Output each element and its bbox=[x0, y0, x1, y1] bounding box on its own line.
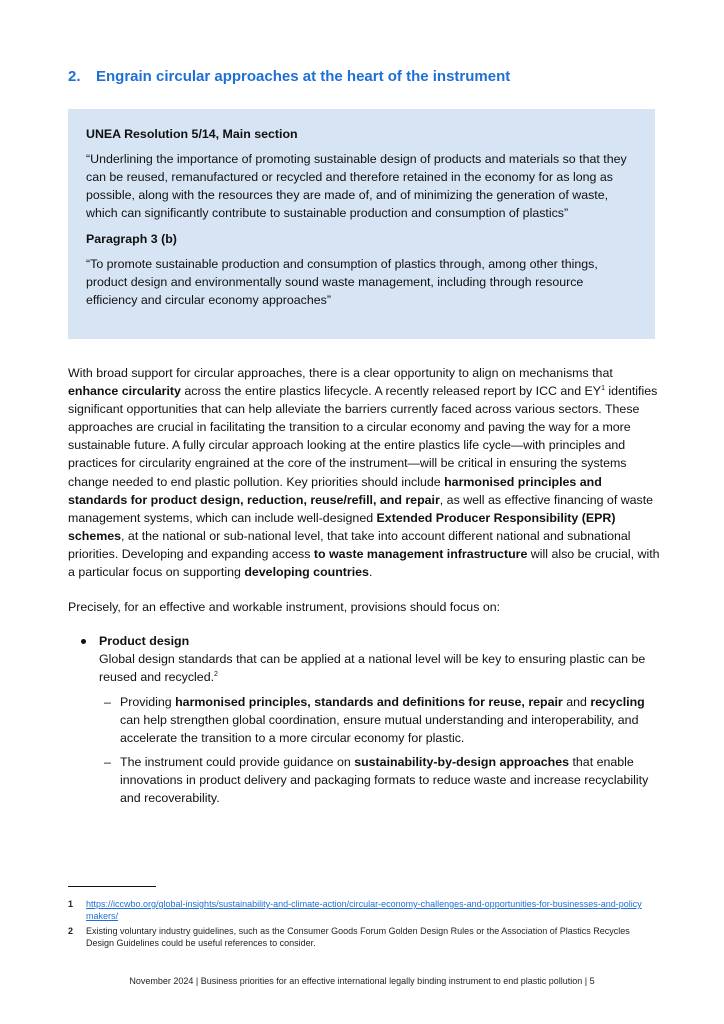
section-title: Engrain circular approaches at the heart of the instrument bbox=[96, 68, 511, 85]
section-number: 2. bbox=[68, 68, 81, 85]
footnote-ref-2: 2 bbox=[214, 671, 218, 679]
footnote-ref-1: 1 bbox=[601, 384, 605, 392]
footnote-2 bbox=[68, 925, 648, 949]
sub-bullet-harmonised-principles: – Providing harmonised principles, standards and definitions for reuse, repair and recycling can help strengthen global coordination, ensure mutual understanding and interoperability, and accelerate the transition to a more circular economy for plastic. bbox=[104, 694, 645, 745]
footnote-number: 1 bbox=[68, 899, 74, 909]
sub-bullet-sustainability-by-design: – The instrument could provide guidance on sustainability-by-design approaches that enable innovations in product delivery and packaging formats to reduce waste and increase recyclability and recoverability. bbox=[104, 754, 649, 805]
quote-text-main-section: “Underlining the importance of promoting sustainable design of products and materials so that they can be reused, remanufactured or recycled and therefore retained in the economy for as long as possible, along with the resources they are made of, and of minimizing the generation of waste, which can significantly contribute to sustainable production and consumption of plastics” bbox=[86, 152, 627, 220]
quote-title-main-section: UNEA Resolution 5/14, Main section bbox=[86, 127, 298, 141]
dash-icon: – bbox=[104, 754, 111, 769]
bullet-title: Product design bbox=[99, 634, 190, 649]
unea-quote-box bbox=[68, 109, 655, 339]
footnote-link-icc-report[interactable]: https://iccwbo.org/global-insights/sustainability-and-climate-action/circular-economy-challenges-and-opportunities-for-businesses-and-policymakers/ bbox=[86, 899, 642, 921]
footnote-text: Existing voluntary industry guidelines, such as the Consumer Goods Forum Golden Design Rules or the Association of Plastics Recycles Design Guidelines could be useful references to consider. bbox=[86, 926, 630, 948]
footnote-number: 2 bbox=[68, 926, 74, 936]
body-text bbox=[68, 364, 660, 807]
quote-title-paragraph-3b: Paragraph 3 (b) bbox=[86, 232, 177, 246]
bullet-text: Global design standards that can be applied at a national level will be key to ensuring plastic can be reused and recycled.$^2$ bbox=[99, 652, 646, 685]
dash-icon: – bbox=[104, 694, 111, 709]
footnotes bbox=[68, 898, 648, 952]
footnote-divider bbox=[68, 886, 156, 887]
bullet-dot-icon bbox=[81, 639, 86, 644]
quote-text-paragraph-3b: “To promote sustainable production and consumption of plastics through, among other things, product design and environmentally sound waste management, including through resource efficiency and circular economy approaches” bbox=[86, 257, 598, 307]
paragraph-circular-approaches: With broad support for circular approaches, there is a clear opportunity to align on mechanisms that enhance circularity across the entire plastics lifecycle. A recently released report by ICC and $EY^1$ identifies significant opportunities that can help alleviate the barriers currently faced across various sectors. These approaches are crucial in facilitating the transition to a circular economy and paving the way for a more sustainable future. A fully circular approach looking at the entire plastics life cycle—with principles and practices for circularity engrained at the core of the instrument—will be critical in ensuring the systems change needed to end plastic pollution. Key priorities should include harmonised principles and standards for product design, reduction, reuse/refill, and repair, as well as effective financing of waste management systems, which can include well-designed Extended Producer Responsibility (EPR) schemes, at the national or sub-national level, that take into account different national and subnational priorities. Developing and expanding access to waste management infrastructure will also be crucial, with a particular focus on supporting developing countries. bbox=[68, 366, 660, 580]
page-footer: November 2024 | Business priorities for an effective international legally binding instrument to end plastic pollution | 5 bbox=[129, 976, 595, 986]
bullet-product-design bbox=[68, 632, 660, 686]
section-heading bbox=[68, 68, 668, 85]
paragraph-provisions-intro: Precisely, for an effective and workable instrument, provisions should focus on: bbox=[68, 600, 501, 615]
footnote-1 bbox=[68, 898, 648, 922]
